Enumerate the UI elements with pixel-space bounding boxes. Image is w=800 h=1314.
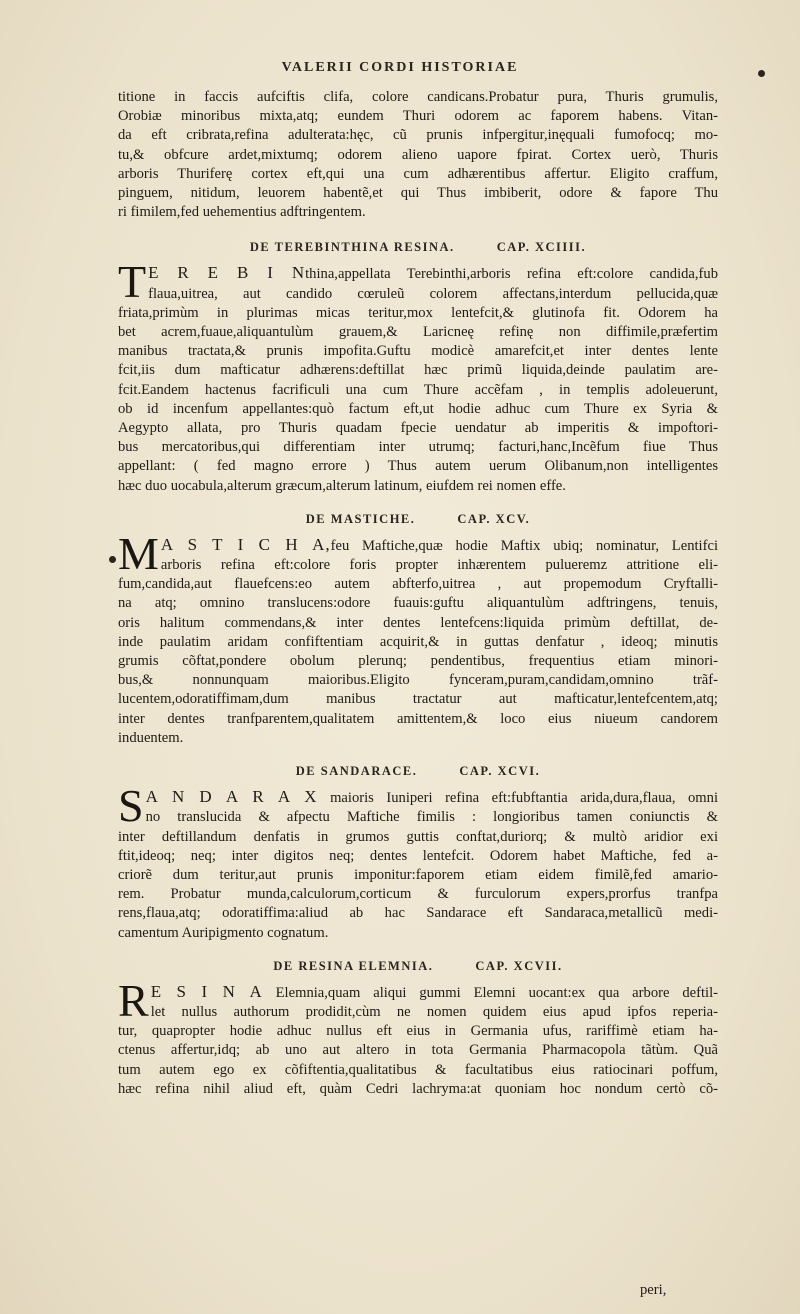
text-line: let nullus authorum prodidit,cùm ne nomen quidem eius apud ipfos reperia-	[150, 1003, 718, 1020]
text-line: fcit.Eandem hactenus facrificuli una cum Thure accẽfam , in templis adoleuerunt,	[118, 381, 718, 398]
text-line: grumis cõftat,pondere obolum plerunq; pendentibus, frequentius etiam minori-	[118, 653, 718, 670]
text-line: appellant: ( fed magno errore ) Thus autem uerum Olibanum,non intelligentes	[118, 458, 718, 475]
lead-word: E S I N A	[150, 981, 263, 1001]
text-line	[146, 787, 718, 808]
text-line: na atq; omnino translucens:odore fuauis:guftu aliquantulùm adftringens, tenuis,	[118, 595, 718, 612]
text-line: inde paulatim aridam confiftentiam acquirit,& in guttas denfatur , ideoq; minutis	[118, 633, 718, 650]
text-line: fum,candida,aut flauefcens:eo autem abfterfo,uitrea , aut propemodum Cryftalli-	[118, 576, 718, 593]
chapter-number: CAP. XCIIII.	[496, 240, 587, 255]
chapter-number: CAP. XCVII.	[475, 958, 563, 973]
text-line: ob id incenfum appellantes:quò factum eft,ut hodie adhuc cum Thure ex Syria &	[118, 400, 718, 417]
text-line: flaua,uitrea, aut candido cœruleũ colorem affectans,interdum pellucida,quæ	[148, 285, 718, 302]
chapter-heading	[118, 959, 718, 974]
catchword: peri,	[640, 1282, 667, 1298]
continuation-paragraph	[118, 88, 718, 222]
text-line: da eft cribrata,refina adulterata:hęc, cũ prunis infpergitur,inęquali fumofocq; mo-	[118, 127, 718, 144]
text-line: Aegypto allata, pro Thuris quadam fpecie uendatur ab imperitis & impoftori-	[118, 420, 718, 437]
text-line: oris halitum commendans,& inter dentes lentefcens:liquida primùm deftillat, de-	[118, 614, 718, 631]
text-line: ctenus affertur,idq; ab uno aut altero in tota Germania Pharmacopola tãtùm. Quã	[118, 1042, 718, 1059]
text-line: bet acrem,fuaue,aliquantulùm grauem,& Laricneę refinę non diffimile,præfertim	[118, 324, 718, 341]
initial-letter: T	[118, 256, 147, 308]
chapter-number: CAP. XCVI.	[459, 764, 541, 779]
lead-word: E R E B I N	[148, 263, 306, 283]
text-line: induentem.	[118, 729, 184, 746]
text-line: ftit,ideoq; neq; inter digitos neq; dentes lentefcit. Odorem habet Maftiche, fed a-	[118, 847, 718, 864]
chapter-title: DE SANDARACE.	[295, 764, 418, 779]
text-line: rens,flaua,atq; odoratiffima:aliud ab hac Sandarace eft Sandaraca,metallicũ medi-	[118, 905, 718, 922]
chapter-heading	[118, 764, 718, 779]
text-line: bus,& nonnunquam maioribus.Eligito fynceram,puram,candidam,omnino trãf-	[118, 672, 718, 689]
text-line	[151, 982, 718, 1003]
lead-word: A S T I C H A,	[160, 534, 331, 554]
text-line: tum autem ego ex cõfiftentia,qualitatibus & facultatibus eius ratiocinari poffum,	[118, 1061, 718, 1078]
text-line: inter dentes tranfparentem,qualitatem amittentem,& loco eius niueum candorem	[118, 710, 718, 727]
text-line-rest: thina,appellata Terebinthi,arboris refina eft:colore candida,fub	[305, 266, 718, 283]
initial-letter: S	[118, 780, 144, 832]
text-line: tu,& obfcure ardet,mixtumq; odorem alieno uapore fpirat. Cortex uerò, Thuris	[118, 146, 718, 163]
text-line: hæc duo uocabula,alterum græcum,alterum latinum, eiufdem rei nomen effe.	[118, 477, 566, 494]
text-line: Orobiæ minoribus mixta,atq; eundem Thuri odorem ac faporem habens. Vitan-	[118, 108, 718, 125]
text-line	[148, 263, 718, 284]
text-line: arboris refina eft:colore foris propter inhærentem pulueremz attritione eli-	[160, 557, 718, 574]
chapter-number: CAP. XCV.	[457, 511, 531, 526]
text-line-rest: Elemnia,quam aliqui gummi Elemni uocant:ex qua arbore deftil-	[275, 984, 718, 1001]
text-line: friata,primùm in plurimas micas teritur,mox lentefcit,& glutinofa fit. Odorem ha	[118, 304, 718, 321]
running-head: VALERII CORDI HISTORIAE	[281, 60, 519, 75]
chapter-title: DE MASTICHE.	[305, 511, 416, 526]
text-line: pinguem, nitidum, leuorem habentẽ,et qui Thus imbiberit, odore & fapore Thu	[118, 185, 718, 202]
text-line: criorẽ dum teritur,aut prunis imponitur:faporem etiam eidem fimilẽ,fed amario-	[118, 866, 718, 883]
chapter-body	[118, 780, 718, 943]
text-line: no translucida & afpectu Maftiche fimilis : longioribus tamen coniunctis &	[145, 809, 718, 826]
initial-letter: M	[118, 527, 159, 579]
text-line: hæc refina nihil aliud eft, quàm Cedri lachryma:at quoniam hoc nondum certò cõ-	[118, 1080, 718, 1097]
text-line	[161, 535, 718, 556]
text-line-rest: maioris Iuniperi refina eft:fubftantia arida,dura,flaua, omni	[330, 790, 718, 807]
chapter-title: DE TEREBINTHINA RESINA.	[249, 240, 455, 255]
text-line: arboris Thuriferę cortex eft,qui una cum adhærentibus affertur. Eligito craffum,	[118, 165, 718, 182]
chapter-body	[118, 974, 718, 1099]
text-line: camentum Auripigmento cognatum.	[118, 924, 329, 941]
text-line: tur, quapropter hodie adhuc nullus eft eius in Germania ufus, rariffimè etiam ha-	[118, 1023, 718, 1040]
chapter-heading	[118, 512, 718, 527]
chapter-title: DE RESINA ELEMNIA.	[273, 958, 434, 973]
text-line: ri fimilem,fed uehementius adftringentem.	[118, 204, 366, 221]
margin-dot	[758, 70, 765, 77]
lead-word: A N D A R A X	[145, 787, 318, 807]
chapter-heading	[118, 240, 718, 255]
text-line: titione in faccis aufciftis clifa, colore candicans.Probatur pura, Thuris grumulis,	[118, 89, 718, 105]
text-line-rest: feu Maftiche,quæ hodie Maftix ubiq; nominatur, Lentifci	[330, 537, 718, 554]
initial-letter: R	[118, 974, 149, 1026]
text-line: lucentem,odoratiffimam,dum manibus tractatur aut mafticatur,lentefcentem,atq;	[118, 691, 718, 708]
chapter-body	[118, 527, 718, 748]
text-block	[118, 80, 718, 1099]
text-line: inter deftillandum denfatis in grumos guttis conftat,duriorq; & multò aridior exi	[118, 828, 718, 845]
margin-dot	[109, 556, 116, 563]
text-line: rem. Probatur munda,calculorum,corticum & furculorum expers,prorfus tranfpa	[118, 886, 718, 903]
text-line: fcit,iis dum mafticatur adhærens:deftillat hæc primũ liquida,deinde paulatim are-	[118, 362, 718, 379]
text-line: bus mercatoribus,qui differentiam inter utrumq; facturi,hanc,Incẽfum fiue Thus	[118, 439, 718, 456]
chapter-body	[118, 256, 718, 495]
text-line: manibus tractata,& prunis impofita.Guftu modicè amarefcit,et inter dentes lente	[118, 343, 718, 360]
